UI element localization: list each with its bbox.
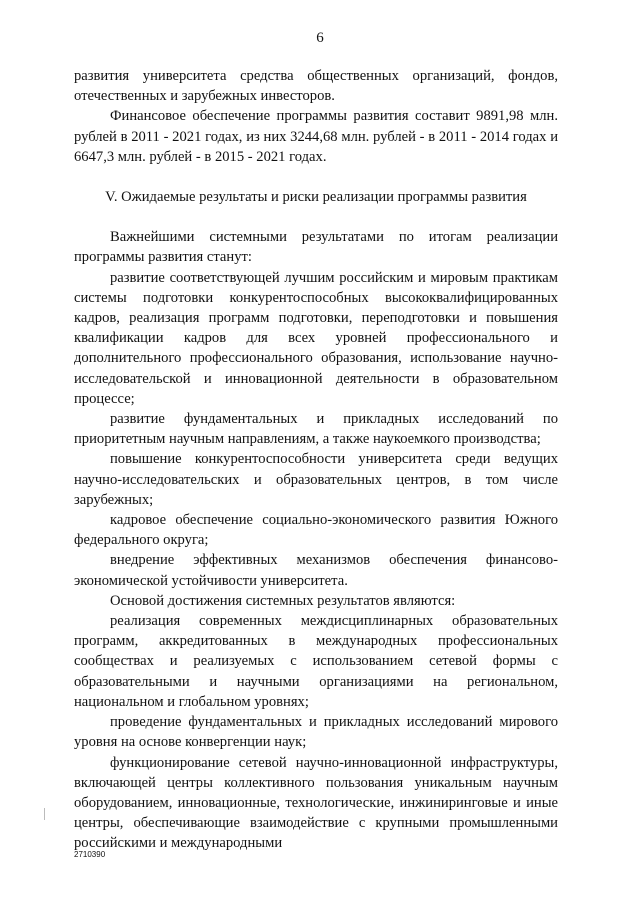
paragraph-result-finance: внедрение эффективных механизмов обеспечения финансово-экономической устойчивости университета. (74, 552, 558, 589)
paragraph-results-intro: Важнейшими системными результатами по итогам реализации программы развития станут: (74, 229, 558, 266)
paragraph-basis-research: проведение фундаментальных и прикладных исследований мирового уровня на основе конвергенции наук; (74, 714, 558, 751)
paragraph-result-research: развитие фундаментальных и прикладных исследований по приоритетным научным направлениям, а также наукоемкого производства; (74, 411, 558, 448)
paragraph-result-training: развитие соответствующей лучшим российским и мировым практикам системы подготовки конкурентоспособных высококвалифицированных кадров, реализация программ подготовки, переподготовки и повышения квалификации кадров для всех уровней профессионального и дополнительного профессионального образования, использование научно-исследовательской и инновационной деятельности в образовательном процессе; (74, 269, 558, 407)
paragraph-basis-intro: Основой достижения системных результатов являются: (110, 592, 456, 609)
paragraph-result-competitiveness: повышение конкурентоспособности университета среди ведущих научно-исследовательских и образовательных центров, в том числе зарубежных; (74, 451, 558, 508)
paragraph-financing: Финансовое обеспечение программы развития составит 9891,98 млн. рублей в 2011 - 2021 годах, из них 3244,68 млн. рублей - в 2011 - 2014 годах и 6647,3 млн. рублей - в 2015 - 2021 годах. (74, 108, 558, 165)
paragraph-basis-programs: реализация современных междисциплинарных образовательных программ, аккредитованных в международных профессиональных сообществах и реализуемых с использованием сетевой формы с образовательными и научными организациями на региональном, национальном и глобальном уровнях; (74, 613, 558, 710)
margin-mark (44, 808, 45, 820)
page-number: 6 (316, 30, 324, 46)
paragraph-basis-infrastructure: функционирование сетевой научно-инновационной инфраструктуры, включающей центры коллективного пользования уникальным научным оборудованием, инновационные, технологические, инжиниринговые и иные центры, обеспечивающие взаимодействие с крупными промышленными российскими и международными (74, 754, 558, 852)
document-body (74, 66, 558, 854)
section-heading: V. Ожидаемые результаты и риски реализации программы развития (105, 189, 527, 206)
paragraph-result-staffing: кадровое обеспечение социально-экономического развития Южного федерального округа; (74, 512, 558, 549)
paragraph-funding-sources: развития университета средства общественных организаций, фондов, отечественных и зарубежных инвесторов. (74, 68, 558, 105)
document-code: 2710390 (74, 850, 106, 859)
